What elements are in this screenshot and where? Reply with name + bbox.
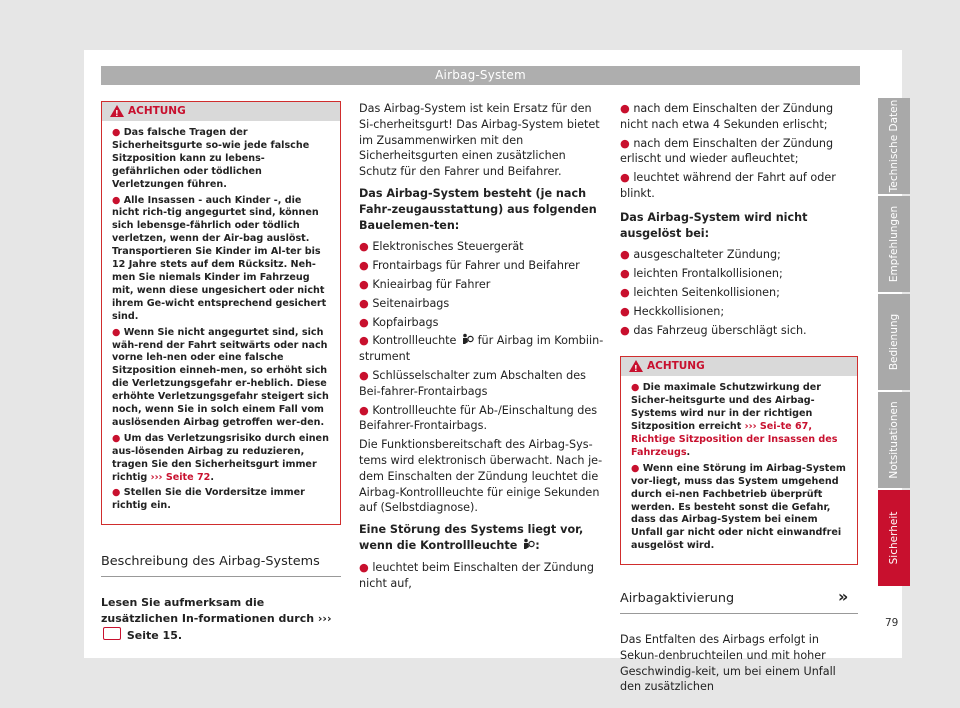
warning-item: ● Wenn eine Störung im Airbag-System vor-liegt, muss das System umgehend durch ei-nen Fachbetrieb überprüft werden. Es besteht sonst die Gefahr, dass das Airbag-System bei einem Unfall gar nicht oder nicht einwandfrei ausgelöst wird. [631, 462, 846, 552]
bullet-icon: ● [112, 432, 121, 444]
warning-item [112, 195, 330, 324]
list-item: ● Kontrollleuchte für Ab-/Einschaltung des Beifahrer-Frontairbags. [359, 403, 598, 433]
list-item: ● das Fahrzeug überschlägt sich. [620, 323, 807, 337]
warning-label: ACHTUNG [128, 104, 186, 117]
bullet-icon: ● [620, 136, 630, 150]
fault-heading: Eine Störung des Systems liegt vor, wenn die Kontrollleuchte : [359, 523, 584, 552]
bullet-icon: ● [359, 334, 369, 348]
warning-item [112, 487, 330, 513]
right-column [620, 101, 858, 695]
warning-box-right [620, 356, 858, 565]
tab-notsituationen[interactable]: Notsituationen [878, 392, 910, 488]
list-item: ● ausgeschalteter Zündung; [620, 248, 781, 262]
bullet-icon: ● [620, 171, 630, 185]
page-reference-link[interactable]: ››› Sei-te 67, Richtige Sitzposition der Insassen des Fahrzeugs [631, 421, 838, 458]
bullet-icon: ● [620, 304, 630, 318]
warning-header [102, 102, 340, 121]
page-reference-link[interactable]: ››› Seite 72 [150, 471, 211, 483]
page-number: 79 [885, 617, 899, 629]
section-title: Beschreibung des Airbag-Systems [101, 554, 341, 577]
airbag-warning-light-icon [460, 333, 474, 345]
warning-triangle-icon [110, 105, 124, 117]
warning-item: ● Die maximale Schutzwirkung der Sicher-heitsgurte und des Airbag-Systems wird nur in der richtigen Sitzposition erreicht ››› Sei-te 67, Richtige Sitzposition der Insassen des Fahrzeugs. [631, 382, 838, 458]
bullet-icon: ● [620, 323, 630, 337]
tab-technische-daten[interactable]: Technische Daten [878, 98, 910, 194]
bullet-icon: ● [359, 277, 369, 291]
list-item: ● Elektronisches Steuergerät [359, 240, 524, 254]
paragraph: Das Airbag-System ist kein Ersatz für den Si-cherheitsgurt! Das Airbag-System bietet im Zusammenwirken mit den Sicherheitsgurten einen zusätzlichen Schutz für den Fahrer und Beifahrer. [359, 102, 600, 179]
bullet-icon: ● [359, 368, 369, 382]
list-item: ● leichten Frontalkollisionen; [620, 267, 783, 281]
warning-label: ACHTUNG [647, 359, 705, 372]
bullet-icon: ● [359, 403, 369, 417]
bullet-icon: ● [620, 285, 630, 299]
bullet-icon: ● [112, 326, 121, 338]
warning-text: Stellen Sie die Vordersitze immer richtig ein. [112, 487, 305, 512]
list-item: ● leuchtet während der Fahrt auf oder blinkt. [620, 171, 836, 200]
bullet-icon: ● [620, 248, 630, 262]
bullet-icon: ● [631, 462, 640, 474]
list-item: ● Schlüsselschalter zum Abschalten des Bei-fahrer-Frontairbags [359, 368, 586, 398]
continued-marker: » [838, 587, 849, 606]
components-heading: Das Airbag-System besteht (je nach Fahr-zeugausstattung) aus folgenden Bauelemen-ten: [359, 186, 597, 232]
warning-text: Wenn Sie nicht angegurtet sind, sich wäh-rend der Fahrt seitwärts oder nach vorne leh-nen oder eine falsche Sitzposition einneh-men, so erhöht sich die Verletzungsgefahr er-heblich. Diese erhöhte Verletzungsgefahr steigert sich noch, wenn Sie in solch einem Fall vom auslösenden Airbag getroffen wer-den. [112, 326, 329, 428]
bullet-icon: ● [359, 240, 369, 254]
bullet-icon: ● [112, 487, 121, 499]
list-item: ● Kontrollleuchte für Airbag im Kombiin-strument [359, 334, 604, 364]
list-item: ● Frontairbags für Fahrer und Beifahrer [359, 259, 580, 273]
bullet-icon: ● [112, 194, 121, 206]
not-triggered-heading: Das Airbag-System wird nicht ausgelöst bei: [620, 210, 808, 240]
paragraph: Das Entfalten des Airbags erfolgt in Sekun-denbruchteilen und mit hoher Geschwindig-keit, um bei einem Unfall den zusätzlichen [620, 632, 836, 694]
warning-text: Das falsche Tragen der Sicherheitsgurte so-wie jede falsche Sitzposition kann zu lebens-gefährlichen oder tödlichen Verletzungen führen. [112, 127, 310, 190]
warning-text: Um das Verletzungsrisiko durch einen aus-lösenden Airbag zu reduzieren, tragen Sie den Sicherheitsgurt immer richtig [112, 432, 329, 483]
warning-item [112, 127, 330, 192]
book-icon [103, 627, 121, 640]
warning-body [102, 121, 340, 524]
bullet-icon: ● [359, 259, 369, 273]
bullet-icon: ● [631, 382, 640, 394]
bullet-icon: ● [620, 267, 630, 281]
warning-header [621, 357, 857, 376]
warning-item: ● Um das Verletzungsrisiko durch einen aus-lösenden Airbag zu reduzieren, tragen Sie den Sicherheitsgurt immer richtig ››› Seite 72. [112, 432, 329, 483]
bullet-icon: ● [359, 560, 369, 574]
bullet-icon: ● [112, 127, 121, 138]
list-item: ● nach dem Einschalten der Zündung nicht nach etwa 4 Sekunden erlischt; [620, 102, 834, 131]
bullet-icon: ● [359, 315, 369, 329]
middle-column [359, 101, 604, 594]
bullet-icon: ● [359, 296, 369, 310]
tab-bedienung[interactable]: Bedienung [878, 294, 910, 390]
list-item: ● leichten Seitenkollisionen; [620, 285, 780, 299]
airbag-warning-light-icon [521, 538, 535, 550]
bullet-icon: ● [620, 102, 630, 115]
intro-reference-link[interactable]: Seite 15 [126, 628, 178, 642]
warning-box-left [101, 101, 341, 525]
list-item: ● Seitenairbags [359, 296, 450, 310]
paragraph: Die Funktionsbereitschaft des Airbag-Sys-tems wird elektronisch überwacht. Nach je-dem Einschalten der Zündung leuchtet die Airbag-Kontrollleuchte für einige Sekunden auf (Selbstdiagnose). [359, 438, 603, 515]
warning-item [112, 327, 330, 430]
list-item: ● Knieairbag für Fahrer [359, 277, 491, 291]
list-item: ● leuchtet beim Einschalten der Zündung nicht auf, [359, 560, 594, 590]
list-item: ● Kopfairbags [359, 315, 439, 329]
intro-paragraph: Lesen Sie aufmerksam die zusätzlichen In-formationen durch ››› Seite 15. [101, 596, 332, 642]
page-header: Airbag-System [101, 66, 860, 85]
left-column [101, 101, 341, 643]
list-item: ● Heckkollisionen; [620, 304, 725, 318]
tab-empfehlungen[interactable]: Empfehlungen [878, 196, 910, 292]
warning-text: Alle Insassen - auch Kinder -, die nicht rich-tig angegurtet sind, können sich lebensge-fährlich oder tödlich verletzen, wenn der Air-bag auslöst. Transportieren Sie Kinder im Al-ter bis 12 Jahre stets auf dem Rücksitz. Neh-men Sie niemals Kinder im Fahrzeug mit, wenn diese ungesichert oder nicht ihrem Ge-wicht entsprechend gesichert sind. [112, 194, 327, 322]
tab-sicherheit[interactable]: Sicherheit [878, 490, 910, 586]
section-title: Airbagaktivierung [620, 591, 858, 614]
list-item: ● nach dem Einschalten der Zündung erlischt und wieder aufleuchtet; [620, 136, 834, 166]
warning-body [621, 376, 857, 564]
warning-triangle-icon [629, 360, 643, 372]
